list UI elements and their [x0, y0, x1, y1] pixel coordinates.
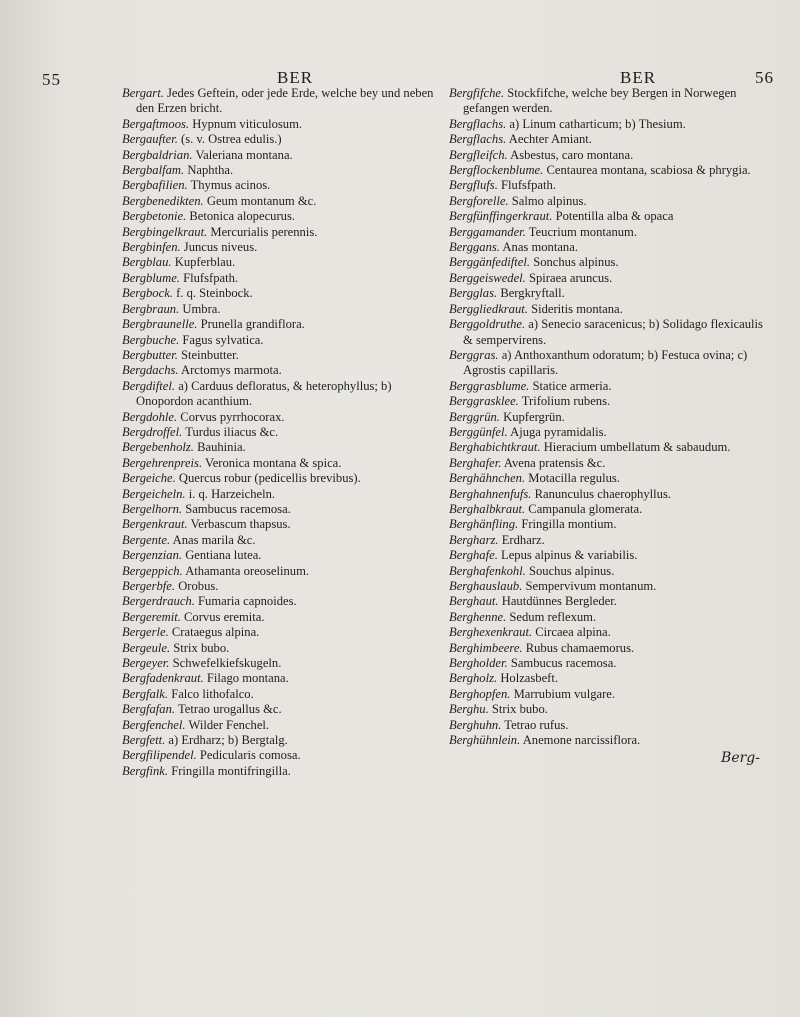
entry-definition: Hypnum viticulosum. — [192, 116, 303, 131]
dictionary-entry — [449, 255, 764, 270]
dictionary-entry — [449, 733, 764, 748]
entry-definition: Umbra. — [182, 301, 221, 316]
dictionary-entry — [449, 610, 764, 625]
entry-headword: Bergblau. — [122, 255, 172, 270]
dictionary-entry — [122, 456, 437, 471]
entry-headword: Bergbinfen. — [122, 240, 181, 255]
entry-definition: Thymus acinos. — [190, 178, 271, 193]
entry-headword: Bergflachs. — [449, 132, 507, 147]
header-title-right: BER — [620, 68, 657, 87]
entry-headword: Berghalbkraut. — [449, 501, 526, 516]
header-title-left: BER — [277, 68, 314, 87]
entry-headword: Bergbraun. — [122, 301, 180, 316]
dictionary-entry — [122, 255, 437, 270]
dictionary-entry — [122, 471, 437, 486]
entry-headword: Bergfenchel. — [122, 717, 186, 732]
entry-headword: Bergerdrauch. — [122, 594, 195, 609]
entry-headword: Bergfafan. — [122, 702, 176, 717]
entry-definition: Sonchus alpinus. — [533, 255, 619, 270]
entry-headword: Bergbutter. — [122, 347, 178, 362]
entry-headword: Bergdachs. — [122, 363, 179, 378]
dictionary-entry — [449, 379, 764, 394]
running-header — [42, 18, 774, 89]
entry-definition: Motacilla regulus. — [528, 471, 620, 486]
dictionary-entry — [122, 533, 437, 548]
dictionary-entry — [122, 271, 437, 286]
dictionary-entry — [449, 240, 764, 255]
entry-headword: Bergfünffingerkraut. — [449, 209, 553, 224]
entry-headword: Bergdohle. — [122, 409, 178, 424]
entry-headword: Bergharz. — [449, 532, 499, 547]
entry-definition: Pedicularis comosa. — [199, 748, 301, 763]
entry-definition: Ranunculus chaerophyllus. — [534, 486, 671, 501]
dictionary-entry — [449, 86, 764, 117]
entry-headword: Berghauslaub. — [449, 579, 523, 593]
dictionary-entry — [122, 425, 437, 440]
dictionary-entry — [122, 132, 437, 147]
dictionary-entry — [449, 687, 764, 702]
dictionary-entry — [449, 718, 764, 733]
dictionary-entry — [122, 487, 437, 502]
entry-headword: Bergfalk. — [122, 686, 169, 701]
entry-definition: Veronica montana & spica. — [205, 455, 342, 470]
dictionary-entry — [122, 410, 437, 425]
entry-definition: Hieracium umbellatum & sabaudum. — [543, 440, 731, 455]
dictionary-entry — [449, 671, 764, 686]
dictionary-entry — [122, 610, 437, 625]
page-number-left: 55 — [42, 70, 61, 89]
entry-definition: a) Linum catharticum; b) Thesium. — [509, 116, 686, 131]
entry-headword: Berghuhn. — [449, 717, 502, 732]
dictionary-entry — [449, 286, 764, 301]
entry-definition: a) Anthoxanthum odoratum; b) Festuca ovina; c) Agrostis capillaris. — [463, 347, 748, 378]
entry-headword: Berggeiswedel. — [449, 270, 526, 285]
dictionary-entry — [122, 656, 437, 671]
entry-definition: Statice armeria. — [532, 378, 612, 393]
dictionary-entry — [449, 148, 764, 163]
entry-definition: Sambucus racemosa. — [510, 656, 617, 671]
entry-definition: Stockfifche, welche bey Bergen in Norwegen gefangen werden. — [463, 86, 737, 116]
entry-headword: Bergbingelkraut. — [122, 224, 208, 239]
entry-headword: Bergbaldrian. — [122, 147, 193, 162]
entry-definition: Avena pratensis &c. — [503, 455, 606, 470]
entry-definition: Verbascum thapsus. — [190, 517, 291, 532]
entry-definition: Schwefelkiefskugeln. — [172, 656, 282, 671]
dictionary-entry — [449, 548, 764, 563]
entry-definition: Potentilla alba & opaca — [555, 209, 674, 224]
dictionary-entry — [449, 564, 764, 579]
dictionary-entry — [449, 317, 764, 348]
entry-definition: Campanula glomerata. — [528, 501, 643, 516]
dictionary-entry — [449, 517, 764, 532]
entry-definition: Steinbutter. — [181, 347, 239, 362]
entry-definition: i. q. Harzeicheln. — [188, 486, 276, 501]
entry-definition: f. q. Steinbock. — [176, 286, 253, 301]
entry-headword: Bergfilipendel. — [122, 748, 197, 763]
page-number-right: 56 — [755, 68, 774, 87]
entry-definition: Aechter Amiant. — [508, 132, 592, 147]
dictionary-entry — [449, 594, 764, 609]
entry-definition: a) Erdharz; b) Bergtalg. — [168, 733, 288, 748]
entry-headword: Bergfadenkraut. — [122, 671, 204, 686]
dictionary-entry — [449, 209, 764, 224]
entry-headword: Bergaufter. — [122, 132, 178, 147]
entry-headword: Berggans. — [449, 240, 500, 255]
entry-headword: Bergbafilien. — [122, 178, 188, 193]
dictionary-entry — [122, 548, 437, 563]
entry-definition: Holzasbeft. — [500, 671, 559, 686]
entry-headword: Bergblume. — [122, 270, 180, 285]
entry-definition: Jedes Geftein, oder jede Erde, welche bey und neben den Erzen bricht. — [136, 86, 434, 116]
entry-definition: Kupfergrün. — [503, 409, 565, 424]
entry-definition: (s. v. Ostrea edulis.) — [181, 132, 282, 147]
dictionary-entry — [449, 702, 764, 717]
right-column — [449, 86, 764, 779]
dictionary-entry — [449, 132, 764, 147]
entry-headword: Berggras. — [449, 347, 499, 362]
dictionary-entry — [449, 178, 764, 193]
entry-definition: Prunella grandiflora. — [200, 317, 305, 332]
entry-definition: Fagus sylvatica. — [182, 332, 264, 347]
dictionary-entry — [122, 117, 437, 132]
dictionary-entry — [122, 317, 437, 332]
dictionary-entry — [449, 117, 764, 132]
entry-headword: Berghänfling. — [449, 517, 519, 532]
dictionary-entry — [449, 271, 764, 286]
dictionary-entry — [449, 394, 764, 409]
entry-definition: Strix bubo. — [491, 702, 548, 717]
entry-definition: Anas montana. — [502, 240, 578, 255]
entry-headword: Bergehrenpreis. — [122, 455, 203, 470]
dictionary-entry — [449, 194, 764, 209]
entry-definition: Orobus. — [178, 579, 219, 593]
entry-headword: Bergbenedikten. — [122, 193, 204, 208]
entry-headword: Berghahnenfufs. — [449, 486, 532, 501]
dictionary-entry — [122, 163, 437, 178]
dictionary-entry — [449, 579, 764, 594]
dictionary-entry — [449, 440, 764, 455]
entry-definition: Circaea alpina. — [535, 625, 611, 640]
dictionary-entry — [122, 564, 437, 579]
entry-headword: Bergeicheln. — [122, 486, 186, 501]
entry-headword: Berggliedkraut. — [449, 301, 528, 316]
dictionary-entry — [122, 748, 437, 763]
entry-definition: a) Carduus defloratus, & heterophyllus; b) Onopordon acanthium. — [136, 378, 392, 409]
entry-headword: Bergbock. — [122, 286, 173, 301]
dictionary-entry — [122, 363, 437, 378]
entry-headword: Bergelhorn. — [122, 501, 183, 516]
entry-headword: Bergenzian. — [122, 548, 183, 563]
dictionary-entry — [122, 702, 437, 717]
dictionary-entry — [449, 302, 764, 317]
entry-definition: Naphtha. — [187, 163, 234, 178]
entry-definition: Gentiana lutea. — [185, 548, 262, 563]
entry-headword: Bergholz. — [449, 671, 498, 686]
entry-headword: Bergbuche. — [122, 332, 180, 347]
entry-headword: Berghafenkohl. — [449, 563, 526, 578]
entry-definition: Wilder Fenchel. — [188, 717, 270, 732]
dictionary-entry — [122, 579, 437, 594]
dictionary-entry — [449, 471, 764, 486]
dictionary-entry — [122, 517, 437, 532]
entry-definition: Souchus alpinus. — [528, 563, 615, 578]
entry-headword: Berghühnlein. — [449, 733, 521, 748]
entry-definition: Tetrao urogallus &c. — [177, 702, 282, 717]
entry-definition: Filago montana. — [206, 671, 289, 686]
entry-definition: Fumaria capnoides. — [198, 594, 297, 609]
entry-headword: Bergfett. — [122, 733, 166, 748]
entry-definition: Athamanta oreoselinum. — [185, 563, 310, 578]
entry-headword: Berghaut. — [449, 594, 499, 609]
dictionary-entry — [449, 487, 764, 502]
entry-headword: Berghimbeere. — [449, 640, 523, 655]
dictionary-entry — [449, 502, 764, 517]
entry-headword: Berghafe. — [449, 548, 498, 563]
dictionary-entry — [122, 687, 437, 702]
dictionary-entry — [122, 502, 437, 517]
entry-definition: Erdharz. — [501, 532, 545, 547]
entry-definition: Bergkryftall. — [500, 286, 565, 301]
entry-headword: Bergflachs. — [449, 116, 507, 131]
entry-headword: Berghenne. — [449, 609, 507, 624]
entry-headword: Bergflockenblume. — [449, 163, 544, 178]
entry-definition: Rubus chamaemorus. — [525, 640, 635, 655]
dictionary-entry — [122, 209, 437, 224]
entry-definition: Asbestus, caro montana. — [510, 147, 634, 162]
entry-definition: Fringilla montium. — [521, 517, 617, 532]
dictionary-entry — [122, 333, 437, 348]
entry-definition: Anas marila &c. — [172, 532, 256, 547]
entry-headword: Bergbalfam. — [122, 163, 185, 178]
entry-definition: Sempervivum montanum. — [525, 579, 657, 593]
entry-headword: Berghähnchen. — [449, 471, 526, 486]
dictionary-entry — [122, 148, 437, 163]
entry-headword: Berghopfen. — [449, 686, 511, 701]
dictionary-entry — [449, 625, 764, 640]
entry-definition: Geum montanum &c. — [206, 193, 317, 208]
entry-definition: Turdus iliacus &c. — [185, 424, 279, 439]
dictionary-entry — [122, 348, 437, 363]
entry-headword: Bergfink. — [122, 763, 169, 778]
dictionary-entry — [122, 379, 437, 410]
entry-headword: Bergaftmoos. — [122, 116, 190, 131]
entry-headword: Bergenkraut. — [122, 517, 188, 532]
entry-headword: Berggamander. — [449, 224, 526, 239]
entry-definition: Sideritis montana. — [531, 301, 623, 316]
entry-definition: Flufsfpath. — [501, 178, 556, 193]
dictionary-columns — [122, 86, 764, 779]
entry-definition: Quercus robur (pedicellis brevibus). — [178, 471, 361, 486]
entry-headword: Bergbraunelle. — [122, 317, 198, 332]
entry-definition: Anemone narcissiflora. — [522, 733, 641, 748]
entry-headword: Bergholder. — [449, 656, 508, 671]
dictionary-entry — [122, 86, 437, 117]
dictionary-entry — [122, 440, 437, 455]
entry-headword: Bergfifche. — [449, 86, 505, 100]
entry-definition: Centaurea montana, scabiosa & phrygia. — [546, 163, 751, 178]
dictionary-entry — [122, 764, 437, 779]
entry-definition: Sambucus racemosa. — [185, 501, 291, 516]
left-column — [122, 86, 437, 779]
dictionary-entry — [449, 225, 764, 240]
entry-definition: Teucrium montanum. — [528, 224, 638, 239]
entry-headword: Bergeppich. — [122, 563, 183, 578]
entry-headword: Bergart. — [122, 86, 164, 100]
entry-definition: Mercurialis perennis. — [210, 224, 318, 239]
entry-headword: Berghexenkraut. — [449, 625, 533, 640]
dictionary-entry — [449, 656, 764, 671]
entry-headword: Berghabichtkraut. — [449, 440, 541, 455]
entry-definition: Bauhinia. — [197, 440, 246, 455]
dictionary-entry — [122, 671, 437, 686]
entry-definition: Lepus alpinus & variabilis. — [501, 548, 638, 563]
entry-headword: Bergglas. — [449, 286, 498, 301]
entry-headword: Bergfleifch. — [449, 147, 508, 162]
entry-headword: Bergbetonie. — [122, 209, 187, 224]
entry-headword: Bergerbfe. — [122, 579, 176, 593]
dictionary-entry — [122, 194, 437, 209]
entry-definition: Corvus eremita. — [184, 609, 265, 624]
dictionary-entry — [449, 348, 764, 379]
entry-definition: Hautdünnes Bergleder. — [501, 594, 617, 609]
entry-definition: Strix bubo. — [173, 640, 230, 655]
dictionary-entry — [449, 163, 764, 178]
entry-headword: Bergente. — [122, 532, 171, 547]
entry-definition: Corvus pyrrhocorax. — [180, 409, 285, 424]
entry-headword: Bergdiftel. — [122, 378, 176, 393]
entry-headword: Berggoldruthe. — [449, 317, 526, 332]
entry-definition: Falco lithofalco. — [171, 686, 254, 701]
entry-headword: Bergeiche. — [122, 471, 176, 486]
dictionary-entry — [122, 240, 437, 255]
dictionary-entry — [449, 533, 764, 548]
entry-definition: Trifolium rubens. — [521, 394, 611, 409]
dictionary-entry — [122, 178, 437, 193]
dictionary-entry — [122, 733, 437, 748]
entry-headword: Bergdroffel. — [122, 424, 183, 439]
entry-definition: Marrubium vulgare. — [513, 686, 616, 701]
dictionary-entry — [122, 625, 437, 640]
dictionary-entry — [449, 456, 764, 471]
entry-headword: Berggrasklee. — [449, 394, 519, 409]
entry-headword: Bergerle. — [122, 625, 169, 640]
dictionary-entry — [449, 410, 764, 425]
entry-headword: Bergeule. — [122, 640, 171, 655]
entry-definition: Spiraea aruncus. — [528, 270, 613, 285]
dictionary-entry — [122, 641, 437, 656]
entry-definition: Juncus niveus. — [183, 240, 258, 255]
entry-definition: Sedum reflexum. — [509, 609, 597, 624]
entry-headword: Bergforelle. — [449, 193, 509, 208]
entry-definition: Tetrao rufus. — [504, 717, 569, 732]
entry-headword: Berggrün. — [449, 409, 500, 424]
entry-definition: Valeriana montana. — [195, 147, 293, 162]
entry-headword: Bergeyer. — [122, 656, 170, 671]
entry-definition: Flufsfpath. — [183, 270, 239, 285]
entry-headword: Bergebenholz. — [122, 440, 194, 455]
dictionary-entry — [449, 641, 764, 656]
dictionary-entry — [122, 225, 437, 240]
dictionary-entry — [122, 302, 437, 317]
entry-headword: Berggrasblume. — [449, 378, 530, 393]
entry-headword: Berggänfediftel. — [449, 255, 531, 270]
entry-headword: Bergflufs. — [449, 178, 498, 193]
entry-definition: Betonica alopecurus. — [189, 209, 295, 224]
entry-definition: Kupferblau. — [174, 255, 236, 270]
dictionary-entry — [449, 425, 764, 440]
dictionary-entry — [122, 286, 437, 301]
dictionary-entry — [122, 718, 437, 733]
entry-definition: a) Senecio saracenicus; b) Solidago flexicaulis & sempervirens. — [463, 317, 763, 347]
entry-headword: Berghu. — [449, 702, 489, 717]
entry-definition: Ajuga pyramidalis. — [510, 424, 607, 439]
entry-headword: Berggünfel. — [449, 424, 508, 439]
entry-headword: Berghafer. — [449, 455, 502, 470]
catchword: Berg- — [721, 750, 760, 767]
entry-definition: Crataegus alpina. — [171, 625, 260, 640]
entry-definition: Fringilla montifringilla. — [171, 763, 291, 778]
entry-headword: Bergeremit. — [122, 609, 181, 624]
entry-definition: Salmo alpinus. — [511, 193, 587, 208]
entry-definition: Arctomys marmota. — [181, 363, 282, 378]
dictionary-entry — [122, 594, 437, 609]
